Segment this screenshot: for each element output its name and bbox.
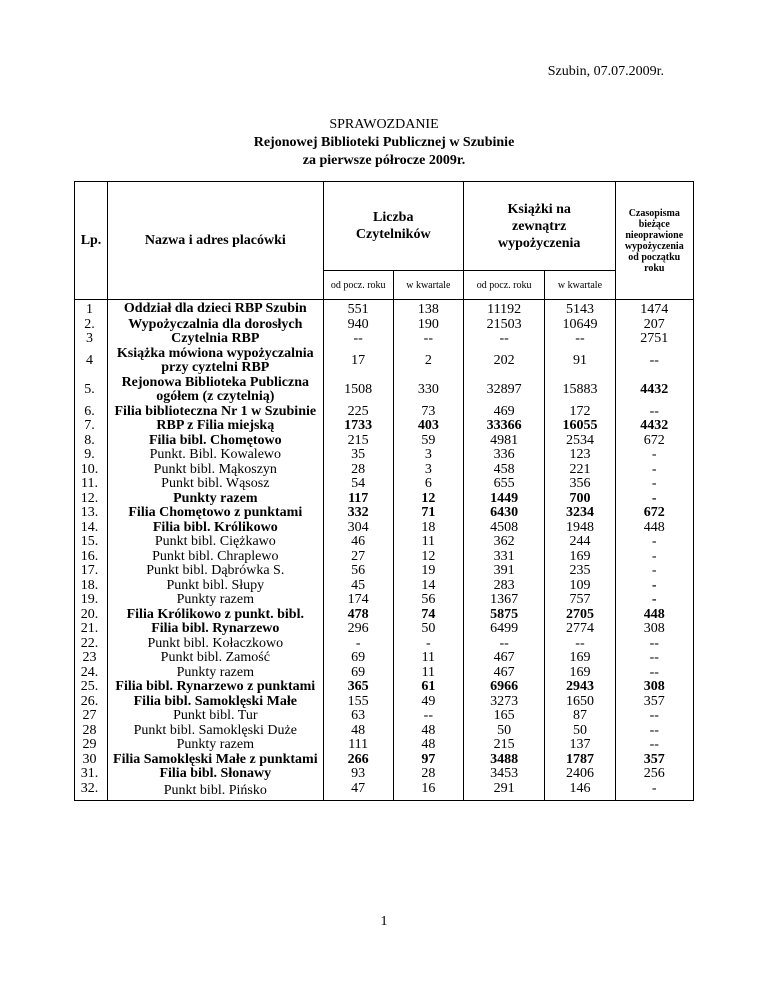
books-from-year: 1367	[463, 593, 545, 608]
table-row	[75, 695, 694, 710]
periodicals: 672	[615, 506, 693, 521]
row-number: 26.	[75, 695, 108, 710]
row-name: Punkt bibl. Kołaczkowo	[108, 637, 324, 652]
periodicals: 4432	[615, 376, 693, 405]
table-row	[75, 419, 694, 434]
row-name: Punkt bibl. Ciężkawo	[108, 535, 324, 550]
readers-from-year: 1733	[323, 419, 393, 434]
books-from-year: 3488	[463, 753, 545, 768]
periodicals: 256	[615, 767, 693, 782]
periodicals: -	[615, 564, 693, 579]
books-from-year: 33366	[463, 419, 545, 434]
row-name: Oddział dla dzieci RBP Szubin	[108, 300, 324, 318]
row-number: 27	[75, 709, 108, 724]
readers-from-year: 56	[323, 564, 393, 579]
row-name: Książka mówiona wypożyczalnia przy cyztelni RBP	[108, 347, 324, 376]
row-name: Punkt. Bibl. Kowalewo	[108, 448, 324, 463]
readers-quarter: 330	[393, 376, 463, 405]
readers-quarter: 12	[393, 492, 463, 507]
books-quarter: 5143	[545, 300, 615, 318]
table-row	[75, 782, 694, 801]
periodicals: -	[615, 579, 693, 594]
periodicals: 672	[615, 434, 693, 449]
books-from-year: 50	[463, 724, 545, 739]
readers-from-year: 225	[323, 405, 393, 420]
books-from-year: 391	[463, 564, 545, 579]
books-quarter: 109	[545, 579, 615, 594]
readers-from-year: 48	[323, 724, 393, 739]
table-row	[75, 300, 694, 318]
readers-from-year: 54	[323, 477, 393, 492]
table-body	[75, 300, 694, 801]
row-name: Punkt bibl. Mąkoszyn	[108, 463, 324, 478]
row-number: 28	[75, 724, 108, 739]
periodicals: --	[615, 709, 693, 724]
report-subtitle-institution: Rejonowej Biblioteki Publicznej w Szubinie	[253, 135, 515, 150]
books-quarter: 15883	[545, 376, 615, 405]
periodicals: -	[615, 463, 693, 478]
readers-from-year: 17	[323, 347, 393, 376]
table-row	[75, 463, 694, 478]
row-name: Punkt bibl. Wąsosz	[108, 477, 324, 492]
readers-quarter: 11	[393, 535, 463, 550]
row-name: Filia bibl. Królikowo	[108, 521, 324, 536]
books-quarter: 3234	[545, 506, 615, 521]
readers-quarter: 14	[393, 579, 463, 594]
table-row	[75, 535, 694, 550]
row-name: Punkty razem	[108, 492, 324, 507]
periodicals: -	[615, 477, 693, 492]
row-name: Filia biblioteczna Nr 1 w Szubinie	[108, 405, 324, 420]
books-from-year: 5875	[463, 608, 545, 623]
subheader-books-quarter: w kwartale	[545, 271, 615, 300]
table-row	[75, 738, 694, 753]
books-quarter: 2406	[545, 767, 615, 782]
row-name: Filia Chomętowo z punktami	[108, 506, 324, 521]
books-quarter: --	[545, 637, 615, 652]
periodicals: -	[615, 782, 693, 801]
readers-from-year: 117	[323, 492, 393, 507]
row-name: Punkty razem	[108, 666, 324, 681]
row-number: 10.	[75, 463, 108, 478]
table-row	[75, 550, 694, 565]
report-title: SPRAWOZDANIE	[329, 117, 439, 132]
table-row	[75, 477, 694, 492]
table-row	[75, 753, 694, 768]
readers-quarter: 6	[393, 477, 463, 492]
readers-quarter: 190	[393, 318, 463, 333]
table-row	[75, 318, 694, 333]
column-header-name: Nazwa i adres placówki	[108, 182, 324, 300]
row-number: 9.	[75, 448, 108, 463]
readers-quarter: 97	[393, 753, 463, 768]
readers-from-year: -	[323, 637, 393, 652]
periodicals: 1474	[615, 300, 693, 318]
readers-from-year: 215	[323, 434, 393, 449]
books-from-year: 3453	[463, 767, 545, 782]
books-quarter: 137	[545, 738, 615, 753]
books-from-year: 469	[463, 405, 545, 420]
row-number: 31.	[75, 767, 108, 782]
row-name: RBP z Filia miejską	[108, 419, 324, 434]
periodicals: 448	[615, 521, 693, 536]
books-from-year: 1449	[463, 492, 545, 507]
row-number: 22.	[75, 637, 108, 652]
table-row	[75, 637, 694, 652]
readers-quarter: 49	[393, 695, 463, 710]
periodicals: -	[615, 593, 693, 608]
books-quarter: 757	[545, 593, 615, 608]
periodicals: -	[615, 492, 693, 507]
readers-quarter: 73	[393, 405, 463, 420]
row-name: Punkt bibl. Samoklęski Duże	[108, 724, 324, 739]
periodicals: 357	[615, 753, 693, 768]
row-name: Filia bibl. Samoklęski Małe	[108, 695, 324, 710]
column-header-lp: Lp.	[75, 182, 108, 300]
column-header-periodicals: Czasopisma bieżące nieoprawione wypożyczenia od początku roku	[615, 182, 693, 300]
readers-quarter: 28	[393, 767, 463, 782]
books-quarter: 2774	[545, 622, 615, 637]
books-from-year: --	[463, 332, 545, 347]
readers-from-year: 69	[323, 651, 393, 666]
readers-quarter: 19	[393, 564, 463, 579]
row-name: Filia bibl. Słonawy	[108, 767, 324, 782]
periodicals: --	[615, 405, 693, 420]
table-row	[75, 434, 694, 449]
books-quarter: 16055	[545, 419, 615, 434]
books-quarter: 2534	[545, 434, 615, 449]
books-quarter: 1650	[545, 695, 615, 710]
readers-from-year: 47	[323, 782, 393, 801]
report-date: Szubin, 07.07.2009r.	[547, 64, 664, 79]
periodicals: 2751	[615, 332, 693, 347]
row-name: Punkt bibl. Chraplewo	[108, 550, 324, 565]
books-from-year: 467	[463, 651, 545, 666]
readers-from-year: 27	[323, 550, 393, 565]
readers-quarter: 48	[393, 738, 463, 753]
readers-from-year: 63	[323, 709, 393, 724]
readers-quarter: -	[393, 637, 463, 652]
table-row	[75, 347, 694, 376]
readers-quarter: 71	[393, 506, 463, 521]
column-header-readers: Liczba Czytelników	[323, 182, 463, 271]
readers-from-year: 304	[323, 521, 393, 536]
readers-from-year: 46	[323, 535, 393, 550]
books-from-year: 467	[463, 666, 545, 681]
table-row	[75, 448, 694, 463]
periodicals: --	[615, 738, 693, 753]
row-name: Wypożyczalnia dla dorosłych	[108, 318, 324, 333]
statistics-table	[74, 181, 694, 801]
column-header-books: Książki na zewnątrz wypożyczenia	[463, 182, 615, 271]
books-quarter: 1948	[545, 521, 615, 536]
periodicals: --	[615, 637, 693, 652]
books-quarter: 2943	[545, 680, 615, 695]
readers-quarter: 18	[393, 521, 463, 536]
readers-from-year: 365	[323, 680, 393, 695]
subheader-readers-quarter: w kwartale	[393, 271, 463, 300]
readers-quarter: 3	[393, 448, 463, 463]
readers-from-year: --	[323, 332, 393, 347]
periodicals: 357	[615, 695, 693, 710]
readers-from-year: 45	[323, 579, 393, 594]
row-number: 29	[75, 738, 108, 753]
readers-quarter: 2	[393, 347, 463, 376]
books-from-year: 655	[463, 477, 545, 492]
books-quarter: 2705	[545, 608, 615, 623]
books-from-year: 362	[463, 535, 545, 550]
row-number: 20.	[75, 608, 108, 623]
row-name: Punkty razem	[108, 738, 324, 753]
row-number: 6.	[75, 405, 108, 420]
readers-quarter: 11	[393, 651, 463, 666]
books-quarter: 356	[545, 477, 615, 492]
books-quarter: 169	[545, 651, 615, 666]
readers-from-year: 69	[323, 666, 393, 681]
books-quarter: 123	[545, 448, 615, 463]
row-number: 23	[75, 651, 108, 666]
row-name: Punkt bibl. Tur	[108, 709, 324, 724]
row-number: 32.	[75, 782, 108, 801]
table-row	[75, 724, 694, 739]
books-quarter: 244	[545, 535, 615, 550]
row-number: 7.	[75, 419, 108, 434]
readers-quarter: 403	[393, 419, 463, 434]
readers-from-year: 332	[323, 506, 393, 521]
readers-quarter: 50	[393, 622, 463, 637]
books-quarter: 700	[545, 492, 615, 507]
books-quarter: 91	[545, 347, 615, 376]
books-quarter: 235	[545, 564, 615, 579]
table-row	[75, 622, 694, 637]
table-row	[75, 651, 694, 666]
books-from-year: 4508	[463, 521, 545, 536]
readers-quarter: 74	[393, 608, 463, 623]
periodicals: 207	[615, 318, 693, 333]
readers-from-year: 296	[323, 622, 393, 637]
row-number: 1	[75, 300, 108, 318]
books-from-year: 458	[463, 463, 545, 478]
books-from-year: --	[463, 637, 545, 652]
readers-quarter: 11	[393, 666, 463, 681]
books-quarter: 1787	[545, 753, 615, 768]
books-from-year: 215	[463, 738, 545, 753]
row-number: 24.	[75, 666, 108, 681]
page-number: 1	[380, 914, 388, 929]
row-name: Rejonowa Biblioteka Publiczna ogółem (z czytelnią)	[108, 376, 324, 405]
books-quarter: --	[545, 332, 615, 347]
books-from-year: 21503	[463, 318, 545, 333]
table-row	[75, 492, 694, 507]
books-quarter: 10649	[545, 318, 615, 333]
books-from-year: 336	[463, 448, 545, 463]
report-heading	[0, 116, 768, 170]
table-row	[75, 521, 694, 536]
readers-quarter: --	[393, 332, 463, 347]
readers-from-year: 28	[323, 463, 393, 478]
row-name: Punkt bibl. Słupy	[108, 579, 324, 594]
books-from-year: 165	[463, 709, 545, 724]
books-quarter: 221	[545, 463, 615, 478]
row-number: 25.	[75, 680, 108, 695]
periodicals: --	[615, 651, 693, 666]
report-subtitle-period: za pierwsze półrocze 2009r.	[302, 153, 466, 168]
row-name: Filia bibl. Rynarzewo	[108, 622, 324, 637]
row-number: 5.	[75, 376, 108, 405]
table-row	[75, 506, 694, 521]
row-number: 17.	[75, 564, 108, 579]
table-row	[75, 608, 694, 623]
row-name: Filia Samoklęski Małe z punktami	[108, 753, 324, 768]
row-number: 14.	[75, 521, 108, 536]
row-name: Filia bibl. Chomętowo	[108, 434, 324, 449]
readers-quarter: --	[393, 709, 463, 724]
periodicals: 4432	[615, 419, 693, 434]
readers-from-year: 174	[323, 593, 393, 608]
books-from-year: 291	[463, 782, 545, 801]
books-from-year: 3273	[463, 695, 545, 710]
row-number: 19.	[75, 593, 108, 608]
periodicals: -	[615, 535, 693, 550]
books-quarter: 169	[545, 550, 615, 565]
periodicals: 448	[615, 608, 693, 623]
row-number: 8.	[75, 434, 108, 449]
readers-from-year: 1508	[323, 376, 393, 405]
row-number: 30	[75, 753, 108, 768]
periodicals: --	[615, 347, 693, 376]
row-number: 15.	[75, 535, 108, 550]
row-number: 12.	[75, 492, 108, 507]
row-name: Filia Królikowo z punkt. bibl.	[108, 608, 324, 623]
row-number: 3	[75, 332, 108, 347]
row-number: 16.	[75, 550, 108, 565]
readers-from-year: 551	[323, 300, 393, 318]
periodicals: --	[615, 724, 693, 739]
books-quarter: 172	[545, 405, 615, 420]
table-row	[75, 376, 694, 405]
table-row	[75, 405, 694, 420]
table-row	[75, 579, 694, 594]
books-quarter: 87	[545, 709, 615, 724]
readers-quarter: 56	[393, 593, 463, 608]
readers-quarter: 12	[393, 550, 463, 565]
books-from-year: 32897	[463, 376, 545, 405]
readers-quarter: 3	[393, 463, 463, 478]
books-from-year: 283	[463, 579, 545, 594]
books-quarter: 50	[545, 724, 615, 739]
row-name: Punkt bibl. Pińsko	[108, 782, 324, 801]
readers-from-year: 940	[323, 318, 393, 333]
table-row	[75, 666, 694, 681]
table-row	[75, 767, 694, 782]
readers-quarter: 16	[393, 782, 463, 801]
table-row	[75, 709, 694, 724]
readers-quarter: 138	[393, 300, 463, 318]
readers-from-year: 35	[323, 448, 393, 463]
books-from-year: 4981	[463, 434, 545, 449]
periodicals: -	[615, 550, 693, 565]
readers-from-year: 155	[323, 695, 393, 710]
readers-quarter: 48	[393, 724, 463, 739]
periodicals: 308	[615, 622, 693, 637]
books-from-year: 6430	[463, 506, 545, 521]
row-number: 18.	[75, 579, 108, 594]
row-name: Czytelnia RBP	[108, 332, 324, 347]
readers-from-year: 111	[323, 738, 393, 753]
books-from-year: 202	[463, 347, 545, 376]
books-from-year: 331	[463, 550, 545, 565]
table-row	[75, 680, 694, 695]
readers-from-year: 266	[323, 753, 393, 768]
row-number: 4	[75, 347, 108, 376]
books-from-year: 6499	[463, 622, 545, 637]
row-number: 2.	[75, 318, 108, 333]
books-quarter: 146	[545, 782, 615, 801]
periodicals: --	[615, 666, 693, 681]
row-name: Punkt bibl. Dąbrówka S.	[108, 564, 324, 579]
table-row	[75, 332, 694, 347]
table-row	[75, 593, 694, 608]
row-name: Punkt bibl. Zamość	[108, 651, 324, 666]
books-from-year: 6966	[463, 680, 545, 695]
readers-from-year: 93	[323, 767, 393, 782]
books-from-year: 11192	[463, 300, 545, 318]
row-name: Punkty razem	[108, 593, 324, 608]
row-number: 13.	[75, 506, 108, 521]
books-quarter: 169	[545, 666, 615, 681]
row-number: 21.	[75, 622, 108, 637]
table-row	[75, 564, 694, 579]
row-number: 11.	[75, 477, 108, 492]
periodicals: 308	[615, 680, 693, 695]
readers-quarter: 61	[393, 680, 463, 695]
subheader-books-from-year: od pocz. roku	[463, 271, 545, 300]
readers-quarter: 59	[393, 434, 463, 449]
subheader-readers-from-year: od pocz. roku	[323, 271, 393, 300]
periodicals: -	[615, 448, 693, 463]
readers-from-year: 478	[323, 608, 393, 623]
row-name: Filia bibl. Rynarzewo z punktami	[108, 680, 324, 695]
